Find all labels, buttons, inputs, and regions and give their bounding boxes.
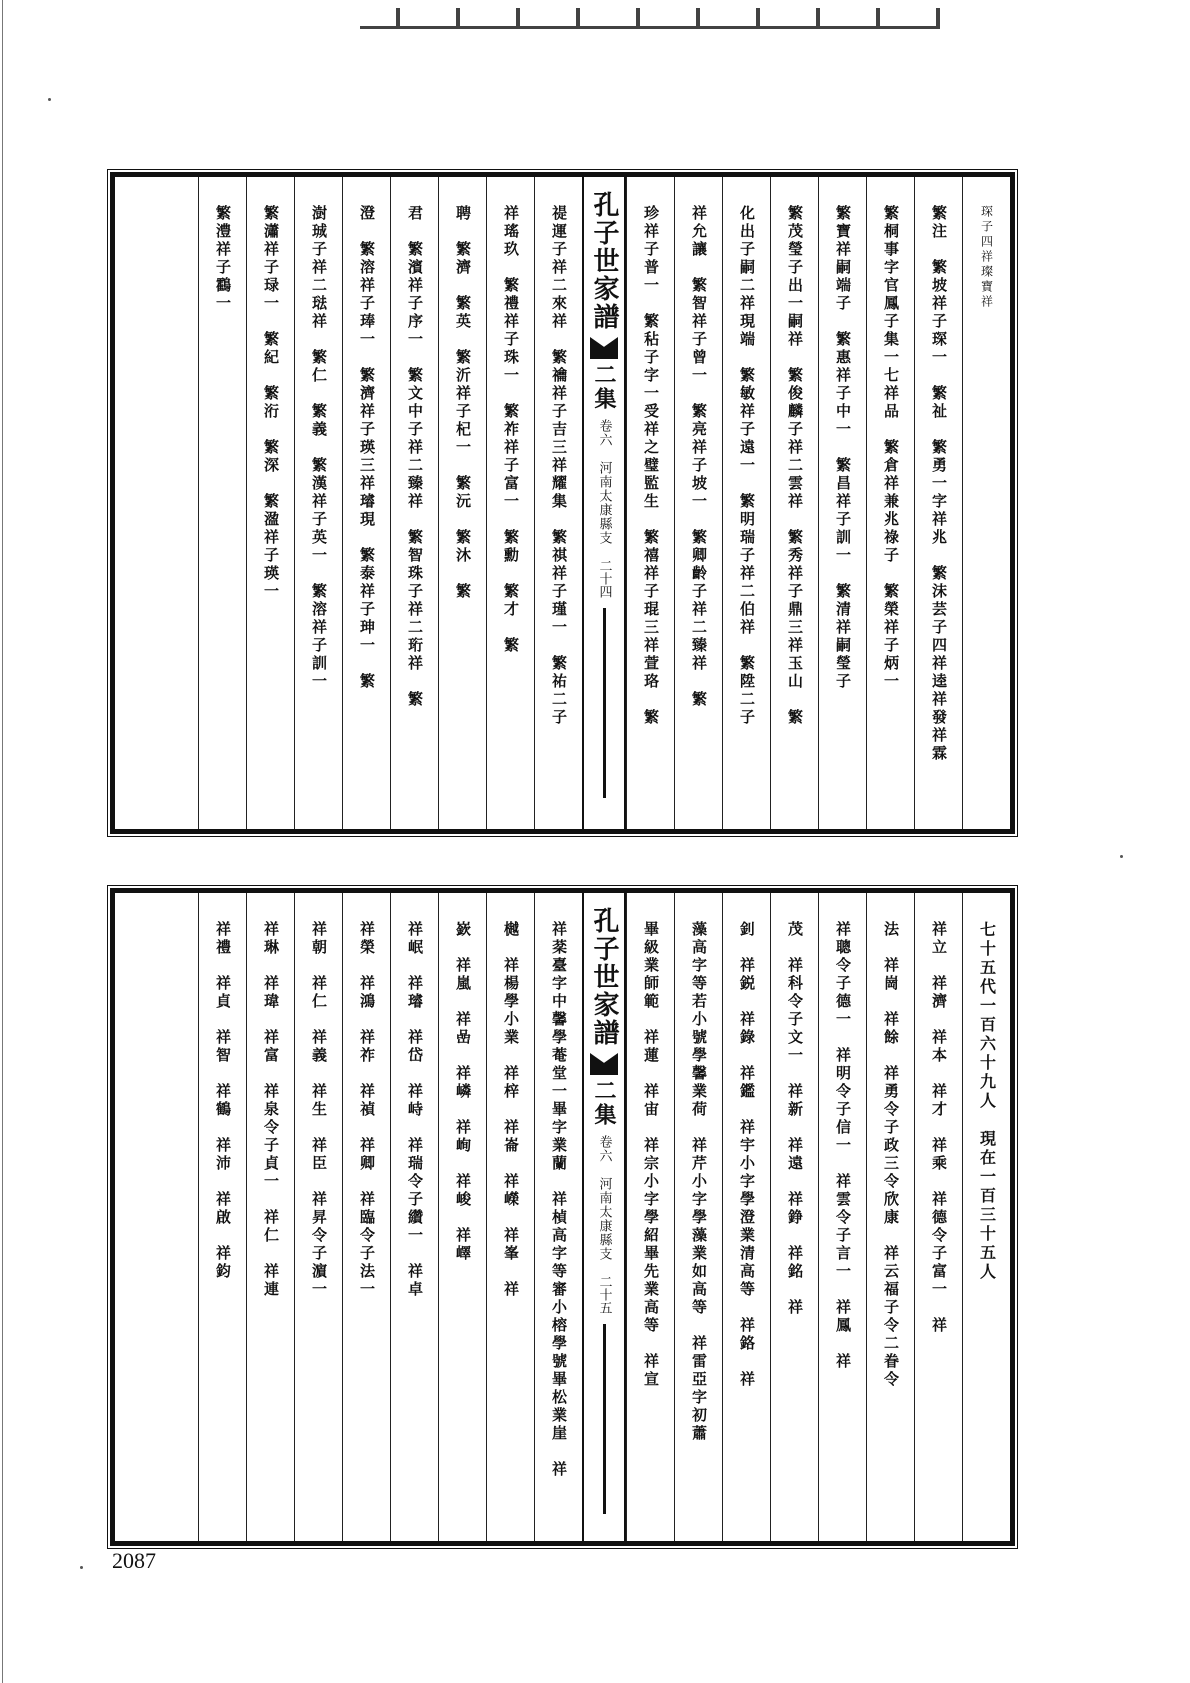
text-column: 琛子四祥璨寶祥 [962,177,1010,829]
text-column: 祥朝 祥仁 祥義 祥生 祥臣 祥昇令子濵一 [294,893,342,1541]
scan-speck [80,1566,83,1569]
book-title: 孔子世家譜 [589,191,619,331]
text-column: 祥允讓 繁智祥子曾一 繁亮祥子坡一 繁卿齡子祥二臻祥 繁 [674,177,722,829]
collection-label: 二集 [591,1079,617,1127]
text-column: 祥立 祥濟 祥本 祥才 祥乘 祥德令子富一 祥 [914,893,962,1541]
panel-margin [115,177,198,829]
text-column: 畢級業師範 祥蓮 祥宙 祥宗小字學紹畢先業高等 祥宣 [626,893,674,1541]
genealogy-page-top [110,172,1015,834]
fishtail-mark [590,1053,618,1075]
text-column: 繁澧祥子鸖一 [198,177,246,829]
text-column: 君 繁濱祥子序一 繁文中子祥二臻祥 繁智珠子祥二珩祥 繁 [390,177,438,829]
text-column: 繁寶祥嗣端子 繁惠祥子中一 繁昌祥子訓一 繁清祥嗣瑩子 [818,177,866,829]
text-column: 藻高字等若小號學馨業荷 祥芹小字學藻業如高等 祥雷亞字初蕭 [674,893,722,1541]
text-column: 祥禮 祥貞 祥智 祥鶴 祥沛 祥啟 祥鈞 [198,893,246,1541]
text-column: 法 祥崗 祥餘 祥勇令子政三令欣康 祥云福子令二眷令 [866,893,914,1541]
text-column: 澍珹子祥二琺祥 繁仁 繁義 繁漢祥子英一 繁溶祥子訓一 [294,177,342,829]
text-column: 澄 繁溶祥子琫一 繁濟祥子瑛三祥璿現 繁泰祥子珅一 繁 [342,177,390,829]
book-spine-column [582,177,626,829]
text-column: 珍祥子普一 繁秥子字一受祥之璧監生 繁禧祥子琨三祥萱珞 繁 [626,177,674,829]
volume-label: 卷六 河南太康縣支 [596,419,612,545]
collection-label: 二集 [591,363,617,411]
text-column: 繁茂瑩子出一嗣祥 繁俊麟子祥二雲祥 繁秀祥子鼎三祥玉山 繁 [770,177,818,829]
scan-edge-line [2,0,3,1683]
fishtail-mark [590,337,618,359]
scan-speck [1120,855,1123,858]
text-column: 茂 祥科令子文一 祥新 祥遠 祥錚 祥銘 祥 [770,893,818,1541]
leaf-number: 二十五 [596,1275,612,1314]
genealogy-page-bottom [110,888,1015,1546]
text-column: 祥聰令子德一 祥明令子信一 祥雲令子言一 祥鳳 祥 [818,893,866,1541]
leaf-number: 二十四 [596,559,612,598]
text-column: 祥琳 祥瑋 祥富 祥泉令子貞一 祥仁 祥連 [246,893,294,1541]
text-column: 樾 祥楊學小業 祥梓 祥崙 祥嶸 祥峯 祥 [486,893,534,1541]
volume-label: 卷六 河南太康縣支 [596,1135,612,1261]
column-row [115,177,1010,829]
spine-bar [603,608,606,798]
text-column: 繁瀟祥子琭一 繁紀 繁洐 繁深 繁溋祥子瑛一 [246,177,294,829]
book-spine-column [582,893,626,1541]
book-title: 孔子世家譜 [589,907,619,1047]
text-column: 釗 祥鋭 祥錄 祥鑑 祥宇小字學澄業清高等 祥鉻 祥 [722,893,770,1541]
text-column: 化出子嗣二祥現端 繁敏祥子遠一 繁明瑞子祥二伯祥 繁陞二子 [722,177,770,829]
page-number: 2087 [112,1548,156,1573]
text-column: 繁注 繁坡祥子琛一 繁祉 繁勇一字祥兆 繁沫芸子四祥逵祥發祥霖 [914,177,962,829]
text-column: 禔運子祥二來祥 繁禴祥子吉三祥耀集 繁祺祥子瑾一 繁祐二子 [534,177,582,829]
text-column: 嶔 祥嵐 祥嵒 祥嶙 祥峋 祥峻 祥嶧 [438,893,486,1541]
scan-artifact-top [360,8,940,29]
text-column: 繁桐事字官鳳子集一七祥品 繁倉祥兼兆祿子 繁榮祥子炳一 [866,177,914,829]
panel-margin [115,893,198,1541]
text-column: 聘 繁濟 繁英 繁沂祥子杞一 繁沅 繁沐 繁 [438,177,486,829]
text-column: 祥榮 祥鴻 祥祚 祥禎 祥卿 祥臨令子法一 [342,893,390,1541]
generation-heading-column: 七十五代一百六十九人 現在一百三十五人 [962,893,1010,1541]
text-column: 祥岷 祥璿 祥岱 祥峙 祥瑞令子纘一 祥卓 [390,893,438,1541]
column-row [115,893,1010,1541]
text-column: 祥瑤玖 繁禮祥子珠一 繁祚祥子富一 繁勳 繁才 繁 [486,177,534,829]
spine-bar [603,1324,606,1514]
scan-speck [48,98,51,101]
text-column: 祥棻臺字中馨學菴堂一畢字業蘭 祥楨高字等審小榕學號畢松業崖 祥 [534,893,582,1541]
